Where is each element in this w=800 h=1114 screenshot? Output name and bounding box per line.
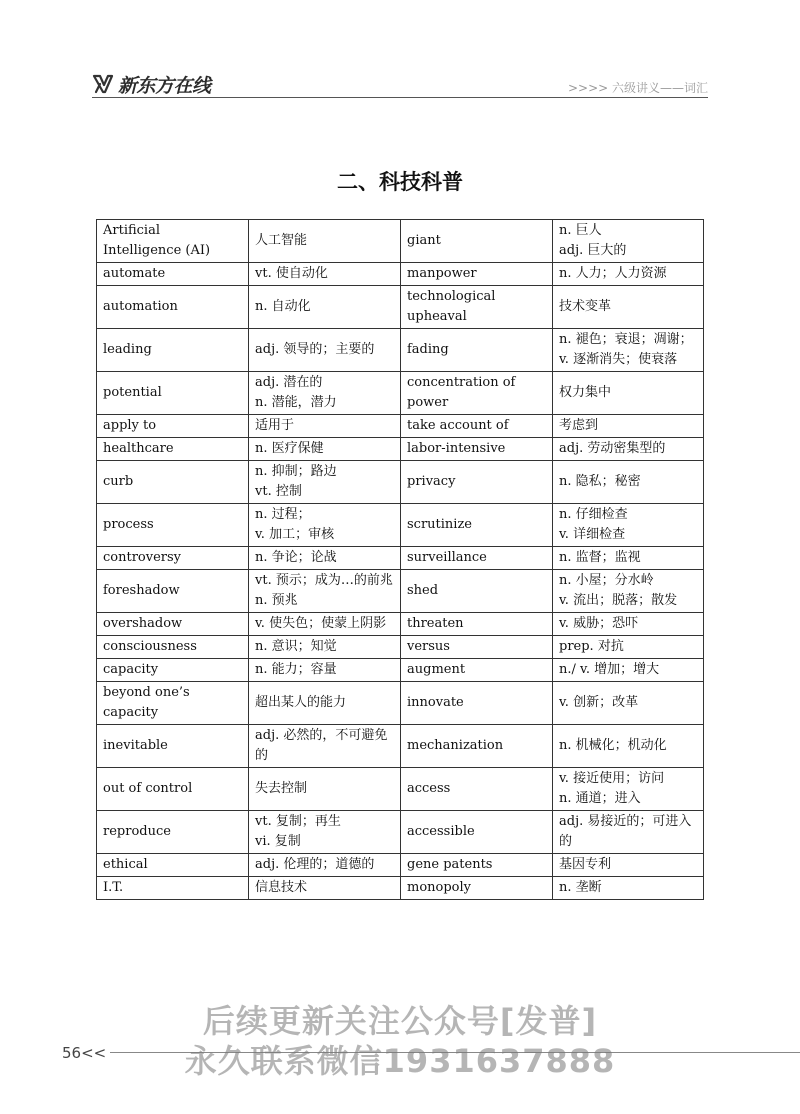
term-chinese-cell: vt. 使自动化 xyxy=(249,263,401,286)
term-english-cell: giant xyxy=(401,220,553,263)
table-row xyxy=(97,877,704,900)
term-english-cell: technological upheaval xyxy=(401,286,553,329)
table-row xyxy=(97,613,704,636)
term-english-cell: controversy xyxy=(97,547,249,570)
term-english-cell: take account of xyxy=(401,415,553,438)
term-english-cell: I.T. xyxy=(97,877,249,900)
term-chinese-cell: n. 意识；知觉 xyxy=(249,636,401,659)
term-english-cell: beyond one’s capacity xyxy=(97,682,249,725)
term-english-cell: overshadow xyxy=(97,613,249,636)
term-chinese-cell: n. 医疗保健 xyxy=(249,438,401,461)
table-row xyxy=(97,461,704,504)
table-row xyxy=(97,659,704,682)
term-chinese-cell: v. 接近使用；访问 n. 通道；进入 xyxy=(553,768,704,811)
term-chinese-cell: n. 褪色；衰退；凋谢； v. 逐渐消失；使衰落 xyxy=(553,329,704,372)
table-row xyxy=(97,768,704,811)
table-row xyxy=(97,329,704,372)
table-row xyxy=(97,415,704,438)
nx-logo-icon xyxy=(92,73,114,95)
term-chinese-cell: n. 小屋；分水岭 v. 流出；脱落；散发 xyxy=(553,570,704,613)
term-english-cell: gene patents xyxy=(401,854,553,877)
term-chinese-cell: vt. 复制；再生 vi. 复制 xyxy=(249,811,401,854)
term-chinese-cell: adj. 必然的，不可避免的 xyxy=(249,725,401,768)
page-header xyxy=(0,0,800,110)
header-divider xyxy=(92,97,708,98)
table-row xyxy=(97,811,704,854)
term-chinese-cell: 权力集中 xyxy=(553,372,704,415)
term-chinese-cell: n. 争论；论战 xyxy=(249,547,401,570)
term-english-cell: reproduce xyxy=(97,811,249,854)
term-english-cell: ethical xyxy=(97,854,249,877)
page-number: 56<< xyxy=(62,1044,107,1062)
term-english-cell: surveillance xyxy=(401,547,553,570)
section-label: >>>> 六级讲义——词汇 xyxy=(567,81,708,95)
term-english-cell: leading xyxy=(97,329,249,372)
term-chinese-cell: 技术变革 xyxy=(553,286,704,329)
term-chinese-cell: n. 巨人 adj. 巨大的 xyxy=(553,220,704,263)
term-english-cell: out of control xyxy=(97,768,249,811)
watermark-line-1: 后续更新关注公众号[发普] xyxy=(202,1002,598,1040)
term-english-cell: inevitable xyxy=(97,725,249,768)
term-chinese-cell: n. 仔细检查 v. 详细检查 xyxy=(553,504,704,547)
term-chinese-cell: adj. 领导的；主要的 xyxy=(249,329,401,372)
term-english-cell: consciousness xyxy=(97,636,249,659)
table-row xyxy=(97,263,704,286)
term-english-cell: accessible xyxy=(401,811,553,854)
term-english-cell: capacity xyxy=(97,659,249,682)
term-english-cell: mechanization xyxy=(401,725,553,768)
table-row xyxy=(97,547,704,570)
term-chinese-cell: 失去控制 xyxy=(249,768,401,811)
term-chinese-cell: adj. 劳动密集型的 xyxy=(553,438,704,461)
table-row xyxy=(97,854,704,877)
term-chinese-cell: 超出某人的能力 xyxy=(249,682,401,725)
term-english-cell: automation xyxy=(97,286,249,329)
term-english-cell: versus xyxy=(401,636,553,659)
table-row xyxy=(97,636,704,659)
term-english-cell: concentration of power xyxy=(401,372,553,415)
term-chinese-cell: 考虑到 xyxy=(553,415,704,438)
term-english-cell: manpower xyxy=(401,263,553,286)
term-chinese-cell: 人工智能 xyxy=(249,220,401,263)
term-chinese-cell: n. 过程； v. 加工；审核 xyxy=(249,504,401,547)
term-english-cell: potential xyxy=(97,372,249,415)
term-english-cell: foreshadow xyxy=(97,570,249,613)
term-chinese-cell: 信息技术 xyxy=(249,877,401,900)
table-row xyxy=(97,438,704,461)
table-row xyxy=(97,220,704,263)
term-chinese-cell: 适用于 xyxy=(249,415,401,438)
term-chinese-cell: adj. 潜在的 n. 潜能，潜力 xyxy=(249,372,401,415)
term-english-cell: scrutinize xyxy=(401,504,553,547)
term-english-cell: healthcare xyxy=(97,438,249,461)
table-row xyxy=(97,570,704,613)
term-chinese-cell: n. 抑制；路边 vt. 控制 xyxy=(249,461,401,504)
term-english-cell: augment xyxy=(401,659,553,682)
term-english-cell: fading xyxy=(401,329,553,372)
term-chinese-cell: n. 监督；监视 xyxy=(553,547,704,570)
page-title: 二、科技科普 xyxy=(337,170,463,194)
logo-text: 新东方在线 xyxy=(118,74,211,97)
table-row xyxy=(97,286,704,329)
vocabulary-table-body xyxy=(97,220,704,900)
term-english-cell: privacy xyxy=(401,461,553,504)
table-row xyxy=(97,682,704,725)
term-english-cell: Artificial Intelligence (AI) xyxy=(97,220,249,263)
term-chinese-cell: adj. 易接近的；可进入的 xyxy=(553,811,704,854)
term-chinese-cell: n. 隐私；秘密 xyxy=(553,461,704,504)
term-chinese-cell: prep. 对抗 xyxy=(553,636,704,659)
term-english-cell: access xyxy=(401,768,553,811)
term-english-cell: curb xyxy=(97,461,249,504)
term-chinese-cell: n. 能力；容量 xyxy=(249,659,401,682)
term-chinese-cell: n. 人力；人力资源 xyxy=(553,263,704,286)
vocabulary-table xyxy=(96,219,704,900)
brand-logo xyxy=(92,70,211,98)
term-chinese-cell: n./ v. 增加；增大 xyxy=(553,659,704,682)
term-chinese-cell: n. 机械化；机动化 xyxy=(553,725,704,768)
term-chinese-cell: vt. 预示；成为…的前兆 n. 预兆 xyxy=(249,570,401,613)
term-english-cell: shed xyxy=(401,570,553,613)
term-english-cell: automate xyxy=(97,263,249,286)
watermark-line-2: 永久联系微信1931637888 xyxy=(184,1042,616,1080)
term-chinese-cell: n. 垄断 xyxy=(553,877,704,900)
term-english-cell: labor-intensive xyxy=(401,438,553,461)
term-chinese-cell: v. 威胁；恐吓 xyxy=(553,613,704,636)
term-english-cell: monopoly xyxy=(401,877,553,900)
table-row xyxy=(97,372,704,415)
term-english-cell: apply to xyxy=(97,415,249,438)
term-english-cell: threaten xyxy=(401,613,553,636)
term-chinese-cell: v. 创新；改革 xyxy=(553,682,704,725)
table-row xyxy=(97,504,704,547)
term-chinese-cell: n. 自动化 xyxy=(249,286,401,329)
term-chinese-cell: v. 使失色；使蒙上阴影 xyxy=(249,613,401,636)
table-row xyxy=(97,725,704,768)
term-english-cell: innovate xyxy=(401,682,553,725)
term-chinese-cell: 基因专利 xyxy=(553,854,704,877)
term-english-cell: process xyxy=(97,504,249,547)
term-chinese-cell: adj. 伦理的；道德的 xyxy=(249,854,401,877)
